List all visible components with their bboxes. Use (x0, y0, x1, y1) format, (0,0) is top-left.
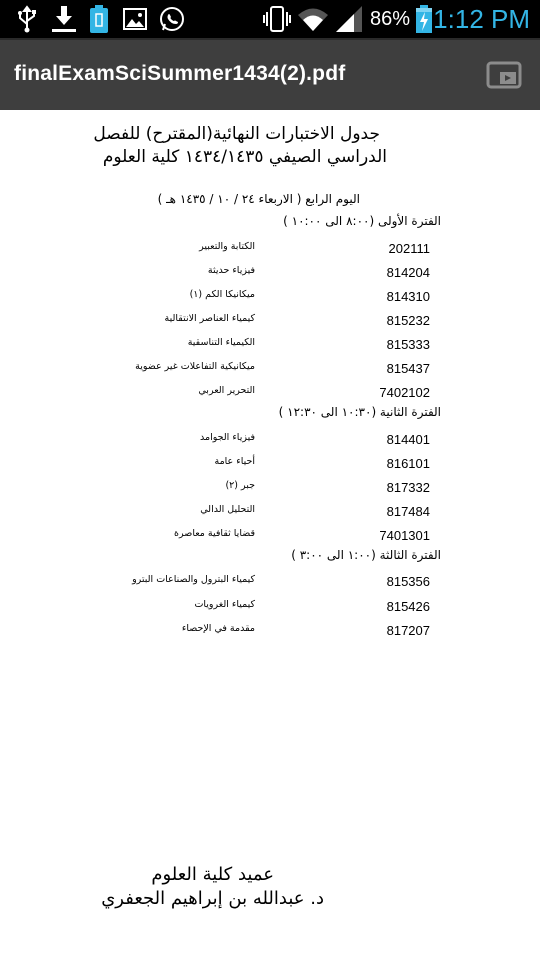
battery-saver-icon (88, 4, 110, 34)
vibrate-icon (262, 4, 292, 34)
course-name: أحياء عامة (214, 456, 255, 467)
course-code: 814204 (386, 265, 430, 280)
period-3-heading: الفترة الثالثة (١:٠٠ الى ٣:٠٠ ) (291, 548, 441, 562)
course-name: الكيمياء التناسقية (187, 337, 255, 348)
course-code: 7401301 (379, 528, 430, 543)
signature-name: د. عبدالله بن إبراهيم الجعفري (101, 888, 324, 909)
course-name: كيمياء البترول والصناعات البترو (132, 574, 255, 585)
course-code: 816101 (386, 456, 430, 471)
wifi-icon (296, 4, 330, 34)
course-code: 817332 (386, 480, 430, 495)
course-name: كيمياء العناصر الانتقالية (164, 313, 255, 324)
document-title: finalExamSciSummer1434(2).pdf (14, 62, 346, 85)
course-name: ميكانيكية التفاعلات غير عضوية (135, 361, 255, 372)
period-1-heading: الفترة الأولى (٨:٠٠ الى ١٠:٠٠ ) (283, 214, 441, 228)
course-code: 814401 (386, 432, 430, 447)
course-code: 202111 (388, 241, 430, 256)
course-name: كيمياء الغرويات (194, 599, 255, 610)
period-2-heading: الفترة الثانية (١٠:٣٠ الى ١٢:٣٠ ) (278, 405, 441, 419)
whatsapp-icon (158, 4, 186, 34)
course-code: 817207 (386, 623, 430, 638)
course-code: 815356 (386, 574, 430, 589)
image-icon (122, 4, 148, 34)
course-code: 815333 (386, 337, 430, 352)
course-code: 817484 (386, 504, 430, 519)
course-name: الكتابة والتعبير (199, 241, 255, 252)
course-name: قضايا ثقافية معاصرة (174, 528, 255, 539)
course-code: 815232 (386, 313, 430, 328)
day-line: اليوم الرابع ( الاربعاء ٢٤ / ١٠ / ١٤٣٥ هـ ) (157, 192, 360, 206)
present-screen-icon[interactable] (486, 60, 522, 92)
course-code: 7402102 (379, 385, 430, 400)
clock: 1:12 PM (433, 4, 530, 34)
course-name: التحليل الدالي (200, 504, 255, 515)
download-icon (50, 4, 78, 34)
course-code: 815437 (386, 361, 430, 376)
course-name: ميكانيكا الكم (١) (189, 289, 255, 300)
course-name: مقدمة في الإحصاء (181, 623, 255, 634)
course-code: 815426 (386, 599, 430, 614)
course-name: فيزياء حديثة (207, 265, 255, 276)
pdf-page[interactable] (0, 110, 540, 960)
battery-percent: 86% (370, 8, 411, 30)
course-code: 814310 (386, 289, 430, 304)
doc-title-line-1: جدول الاختبارات النهائية(المقترح) للفصل (93, 124, 380, 144)
app-bar (0, 38, 540, 112)
course-name: فيزياء الجوامد (200, 432, 255, 443)
signature-title: عميد كلية العلوم (151, 864, 274, 885)
course-name: التحرير العربي (198, 385, 255, 396)
battery-charging-icon (414, 4, 434, 34)
status-bar (0, 0, 540, 38)
course-name: جبر (٢) (225, 480, 255, 491)
usb-icon (14, 4, 40, 34)
signal-icon (334, 4, 364, 34)
doc-title-line-2: الدراسي الصيفي ١٤٣٤/١٤٣٥ كلية العلوم (102, 147, 387, 167)
